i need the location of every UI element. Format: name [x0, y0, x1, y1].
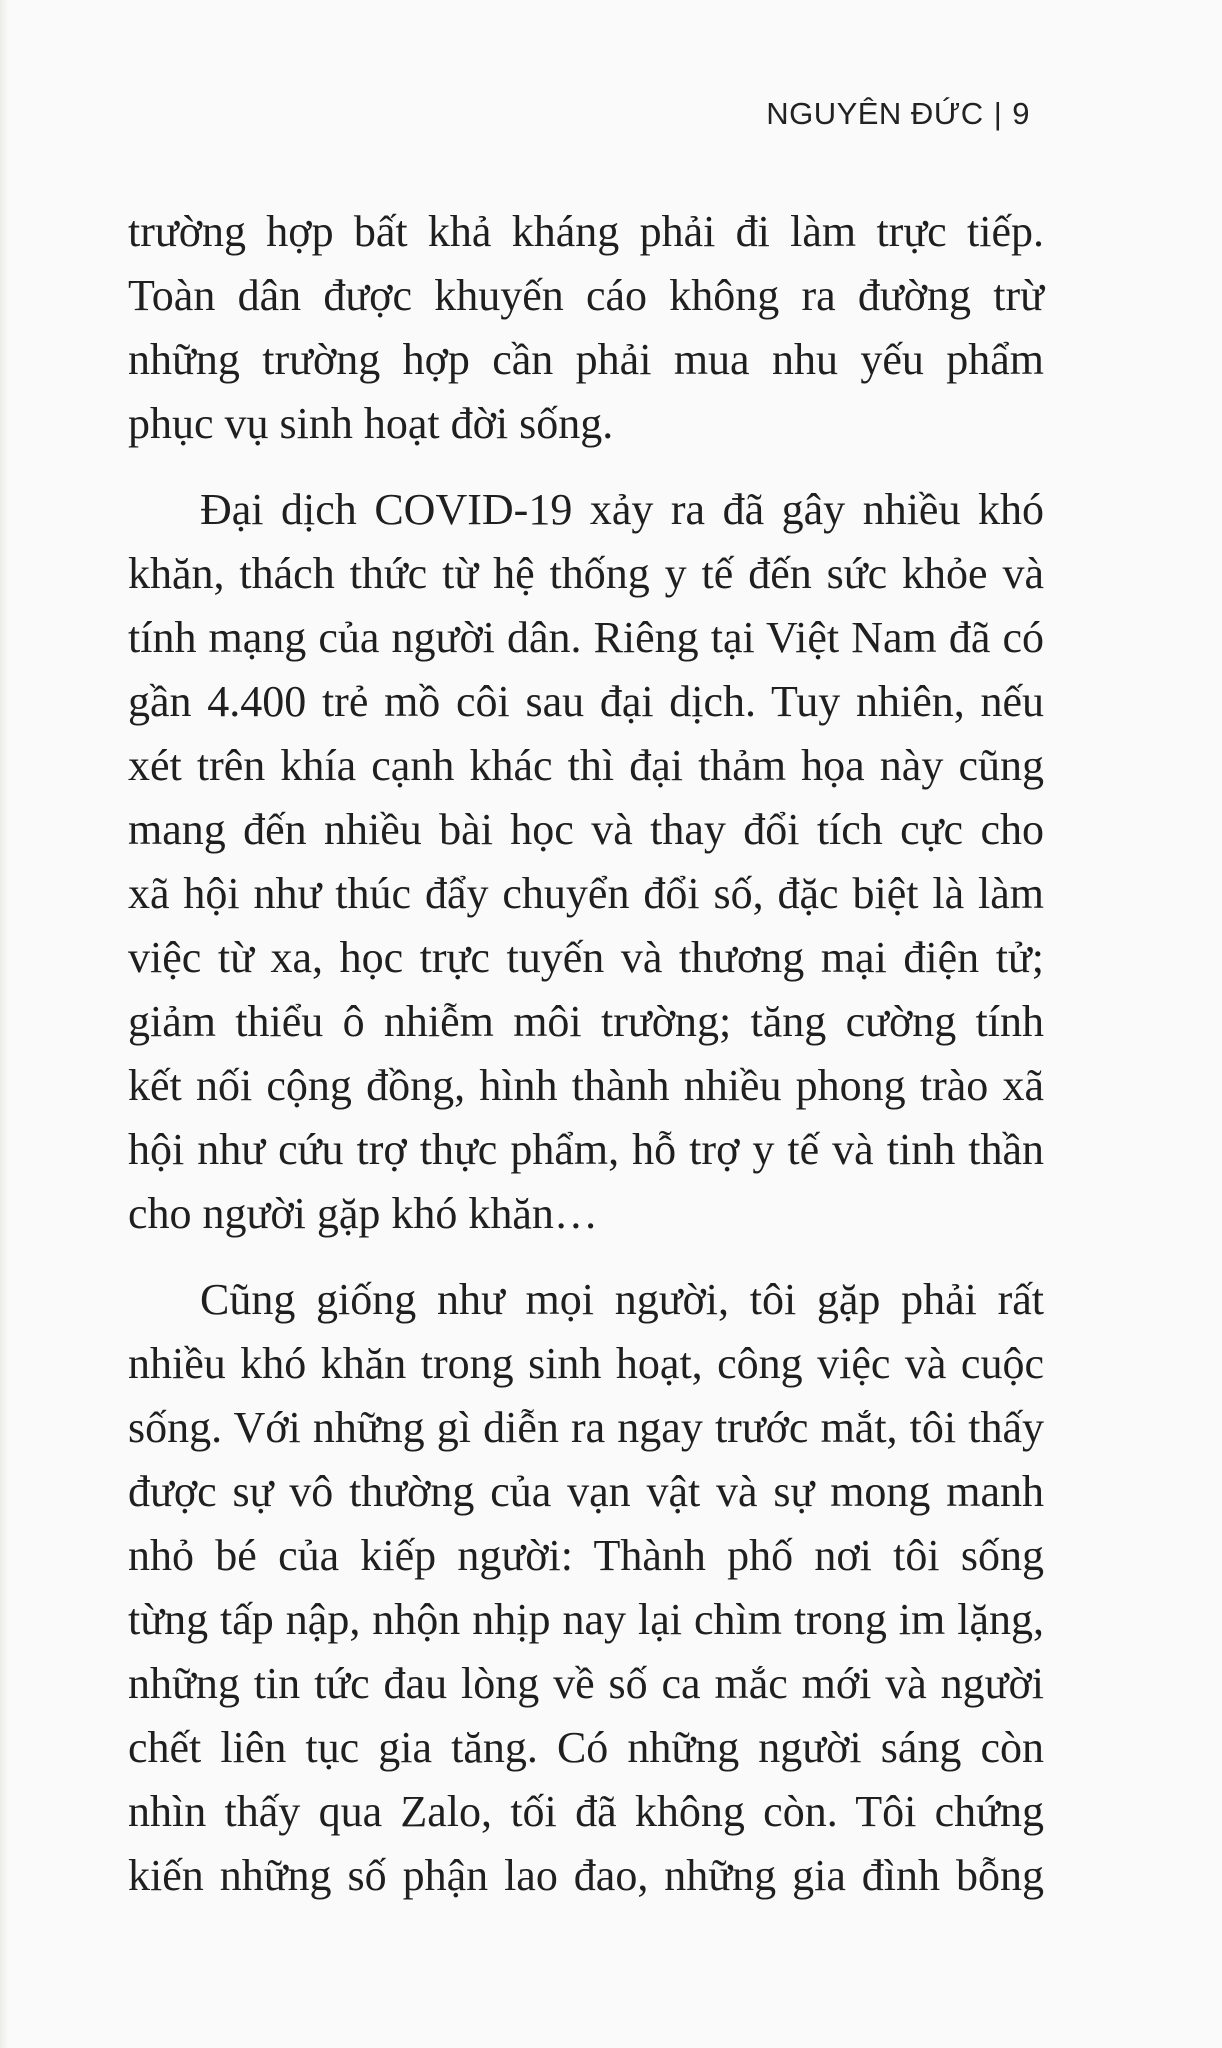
text-line: nhìn thấy qua Zalo, tối đã không còn. Tôi chứng — [128, 1787, 1044, 1836]
text-line: chết liên tục gia tăng. Có những người sáng còn — [128, 1723, 1044, 1772]
text-line: mang đến nhiều bài học và thay đổi tích cực cho — [128, 805, 1044, 854]
text-line: phục vụ sinh hoạt đời sống. — [128, 399, 614, 448]
page-edge-shadow — [0, 0, 8, 2048]
text-line: giảm thiểu ô nhiễm môi trường; tăng cường tính — [128, 997, 1044, 1046]
text-line: xã hội như thúc đẩy chuyển đổi số, đặc biệt là làm — [128, 869, 1044, 918]
text-line: hội như cứu trợ thực phẩm, hỗ trợ y tế và tinh thần — [128, 1125, 1044, 1174]
text-line: từng tấp nập, nhộn nhịp nay lại chìm trong im lặng, — [128, 1595, 1044, 1644]
text-line: xét trên khía cạnh khác thì đại thảm họa này cũng — [128, 741, 1044, 790]
text-line: nhỏ bé của kiếp người: Thành phố nơi tôi sống — [128, 1531, 1044, 1580]
text-line: Toàn dân được khuyến cáo không ra đường trừ — [128, 271, 1044, 320]
text-line: những trường hợp cần phải mua nhu yếu phẩm — [128, 335, 1044, 384]
text-line: trường hợp bất khả kháng phải đi làm trực tiếp. — [128, 207, 1044, 256]
text-line: sống. Với những gì diễn ra ngay trước mắt, tôi thấy — [128, 1403, 1044, 1452]
text-line: nhiều khó khăn trong sinh hoạt, công việc và cuộc — [128, 1339, 1044, 1388]
text-line: kiến những số phận lao đao, những gia đình bỗng — [128, 1851, 1044, 1900]
body-text — [128, 200, 1044, 1930]
text-line: việc từ xa, học trực tuyến và thương mại điện tử; — [128, 933, 1044, 982]
text-line: Đại dịch COVID-19 xảy ra đã gây nhiều khó — [200, 485, 1044, 534]
text-line: những tin tức đau lòng về số ca mắc mới và người — [128, 1659, 1044, 1708]
paragraph-2 — [128, 478, 1044, 1246]
paragraph-1 — [128, 200, 1044, 456]
text-line: Cũng giống như mọi người, tôi gặp phải rất — [200, 1275, 1044, 1324]
text-line: gần 4.400 trẻ mồ côi sau đại dịch. Tuy nhiên, nếu — [128, 677, 1044, 726]
text-line: được sự vô thường của vạn vật và sự mong manh — [128, 1467, 1044, 1516]
page-number: 9 — [1012, 96, 1030, 131]
text-line: khăn, thách thức từ hệ thống y tế đến sức khỏe và — [128, 549, 1044, 598]
text-line: tính mạng của người dân. Riêng tại Việt Nam đã có — [128, 613, 1044, 662]
text-line: kết nối cộng đồng, hình thành nhiều phong trào xã — [128, 1061, 1044, 1110]
running-header — [766, 96, 1030, 132]
header-separator: | — [993, 96, 1003, 131]
text-line: cho người gặp khó khăn… — [128, 1189, 598, 1238]
header-author: NGUYÊN ĐỨC — [766, 96, 984, 131]
paragraph-3 — [128, 1268, 1044, 1908]
